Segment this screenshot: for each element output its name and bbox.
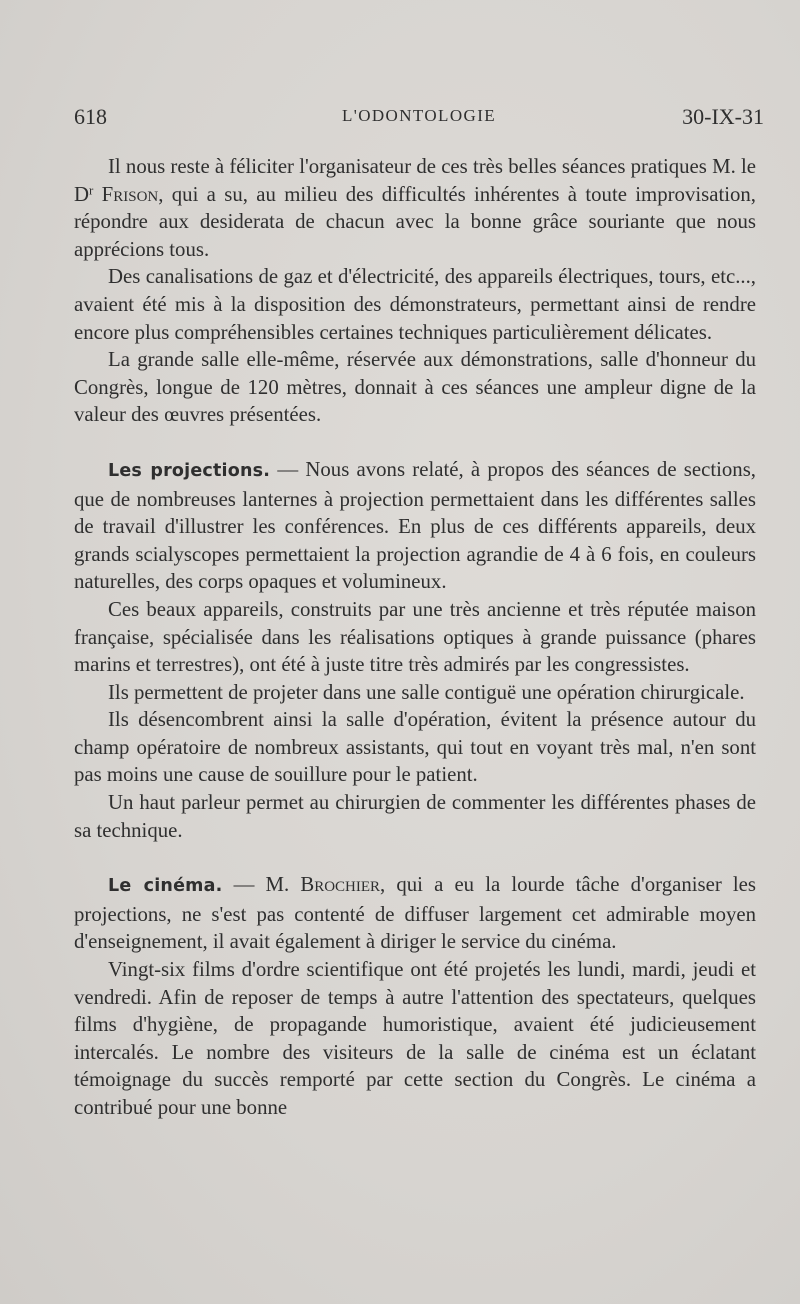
paragraph-cinema: Le cinéma. — M. Brochier, qui a eu la lourde tâche d'organiser les projections, ne s'est pas contenté de diffuser largement cet admirable moyen d'enseignement, il avait également à diriger le service du cinéma. bbox=[74, 873, 756, 954]
paragraph-8: Un haut parleur permet au chirurgien de commenter les différentes phases de sa technique. bbox=[74, 791, 756, 842]
person-name: Frison bbox=[101, 182, 159, 206]
title-superscript: r bbox=[89, 183, 94, 198]
issue-date: 30-IX-31 bbox=[682, 104, 764, 129]
section-heading-projections: Les projections. bbox=[108, 460, 271, 481]
section-gap bbox=[74, 844, 756, 871]
page-number: 618 bbox=[74, 104, 107, 129]
paragraph-1: Il nous reste à féliciter l'organisateur de ces très belles séances pratiques M. le $D^r$ Frison, qui a su, au milieu des difficultés inhérentes à toute improvisation, répondre aux desiderata de chacun avec la bonne grâce souriante que nous apprécions tous. bbox=[74, 155, 757, 261]
paragraph-3: La grande salle elle-même, réservée aux démonstrations, salle d'honneur du Congrès, longue de 120 mètres, donnait à ces séances une ampleur digne de la valeur des œuvres présentées. bbox=[74, 348, 756, 427]
person-name: Brochier bbox=[300, 873, 381, 897]
paragraph-projections: Les projections. — Nous avons relaté, à propos des séances de sections, que de nombreuses lanternes à projection permettaient dans les différentes salles de travail d'illustrer les conférences. En plus de ces différents appareils, deux grands scialyscopes permettaient la projection agrandie de 4 à 6 fois, en couleurs naturelles, des corps opaques et volumineux. bbox=[74, 457, 756, 594]
section-gap bbox=[74, 429, 756, 456]
paragraph-7: Ils désencombrent ainsi la salle d'opération, évitent la présence autour du champ opératoire de nombreux assistants, qui tout en voyant très mal, n'en sont pas moins une cause de souillure pour le patient. bbox=[74, 708, 756, 787]
journal-title: L'ODONTOLOGIE bbox=[341, 106, 497, 125]
running-header bbox=[74, 104, 764, 134]
paragraph-6: Ils permettent de projeter dans une salle contiguë une opération chirurgicale. bbox=[108, 680, 745, 704]
paragraph-5: Ces beaux appareils, construits par une très ancienne et très réputée maison française, spécialisée dans les réalisations optiques à grande puissance (phares marins et terrestres), ont été à juste titre très admirés par les congressistes. bbox=[74, 597, 756, 677]
paragraph-10: Vingt-six films d'ordre scientifique ont été projetés les lundi, mardi, jeudi et vendredi. Afin de reposer de temps à autre l'attention des spectateurs, quelques films d'hygiène, de propagande humoristique, avaient été judicieusement intercalés. Le nombre des visiteurs de la salle de cinéma est un éclatant témoignage du succès remporté par cette section du Congrès. Le cinéma a contribué pour une bonne bbox=[74, 958, 756, 1119]
paragraph-2: Des canalisations de gaz et d'électricité, des appareils électriques, tours, etc..., avaient été mis à la disposition des démonstrateurs, permettant ainsi de rendre encore plus compréhensibles certaines techniques particulièrement délicates. bbox=[74, 265, 756, 344]
body-text bbox=[74, 153, 756, 1122]
section-heading-cinema: Le cinéma. bbox=[108, 876, 223, 897]
